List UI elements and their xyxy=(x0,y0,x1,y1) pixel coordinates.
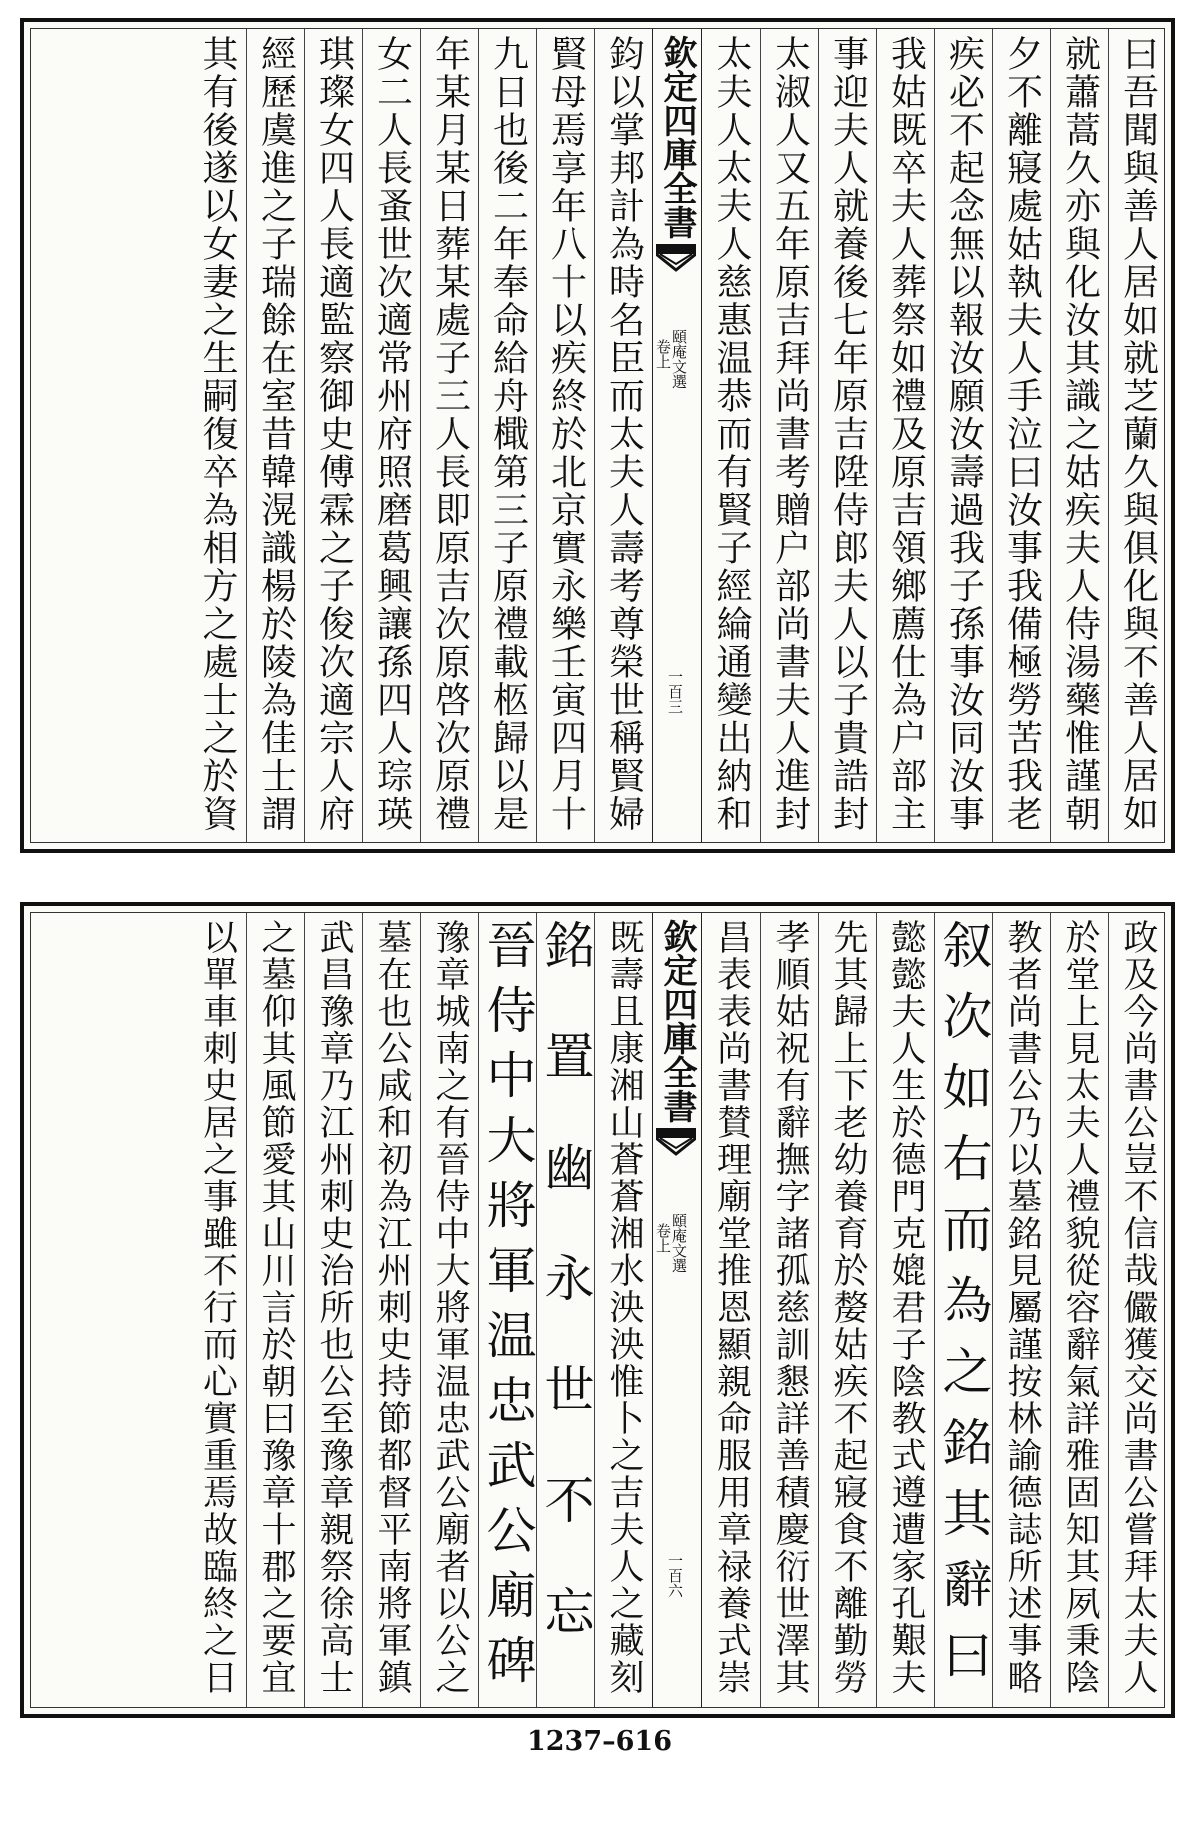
text-column xyxy=(876,29,934,842)
column-text: 鈞以掌邦計為時名臣而太夫人壽考尊榮世稱賢婦 xyxy=(603,35,645,833)
column-text: 就蕭蒿久亦與化汝其識之姑疾夫人侍湯藥惟謹朝 xyxy=(1059,35,1101,833)
text-column xyxy=(246,29,304,842)
volume-label: 卷上 xyxy=(654,339,672,369)
text-column xyxy=(594,913,652,1707)
leaf-number: 一百三 xyxy=(666,669,684,714)
column-text: 賢母焉享年八十以疾終於北京實永樂壬寅四月十 xyxy=(545,35,587,833)
column-text: 疾必不起念無以報汝願汝壽過我子孫事汝同汝事 xyxy=(943,35,985,833)
column-text: 既壽且康湘山蒼蒼湘水泱泱惟卜之吉夫人之藏刻 xyxy=(604,919,644,1696)
top-page-columns xyxy=(31,29,1164,842)
column-text: 我姑既卒夫人葬祭如禮及原吉領鄉薦仕為户部主 xyxy=(885,35,927,833)
text-column xyxy=(702,913,760,1707)
column-text: 其有後遂以女妻之生嗣復卒為相方之處士之於資 xyxy=(197,35,238,833)
text-column xyxy=(702,29,760,842)
column-text: 太夫人太夫人慈惠温恭而有賢子經綸通變出納和 xyxy=(711,35,752,833)
fishtail-mark-icon xyxy=(656,244,696,278)
text-column xyxy=(478,29,536,842)
column-text: 於堂上見太夫人禮貌從容辭氣詳雅固知其夙秉陰 xyxy=(1060,919,1100,1696)
text-column xyxy=(594,29,652,842)
column-text: 夕不離寢處姑執夫人手泣曰汝事我備極勞苦我老 xyxy=(1001,35,1043,833)
text-column xyxy=(362,913,420,1707)
column-text: 年某月某日葬某處子三人長即原吉次原啓次原禮 xyxy=(429,35,471,833)
text-column xyxy=(246,913,304,1707)
column-text: 太淑人又五年原吉拜尚書考贈户部尚書夫人進封 xyxy=(769,35,811,833)
column-text: 武昌豫章乃江州刺史治所也公至豫章親祭徐高士 xyxy=(314,919,354,1696)
text-column xyxy=(1050,913,1108,1707)
bottom-page-columns xyxy=(31,913,1164,1707)
column-text: 九日也後二年奉命給舟檝第三子原禮載柩歸以是 xyxy=(487,35,529,833)
text-column xyxy=(818,913,876,1707)
column-text: 叙次如右而為之銘其辭曰 xyxy=(934,919,992,1700)
text-column xyxy=(1108,29,1166,842)
text-column xyxy=(760,29,818,842)
text-column xyxy=(992,29,1050,842)
text-column xyxy=(304,913,362,1707)
book-title: 欽定四庫全書 xyxy=(657,919,697,1123)
column-text: 以單車刺史居之事雖不行而心實重焉故臨終之日 xyxy=(197,919,238,1696)
column-text: 之墓仰其風節愛其山川言於朝曰豫章十郡之要宜 xyxy=(256,919,296,1696)
text-column xyxy=(1050,29,1108,842)
text-column xyxy=(876,913,934,1707)
volume-label: 卷上 xyxy=(654,1223,672,1253)
top-page xyxy=(20,18,1175,853)
column-text: 事迎夫人就養後七年原吉陞侍郎夫人以子貴誥封 xyxy=(827,35,869,833)
text-column xyxy=(934,913,992,1707)
column-text: 教者尚書公乃以墓銘見屬謹按林諭德誌所述事略 xyxy=(1002,919,1042,1696)
column-text: 晉侍中大將軍温忠武公廟碑 xyxy=(478,919,536,1699)
leaf-number: 一百六 xyxy=(666,1553,684,1598)
column-text: 豫章城南之有晉侍中大將軍温忠武公廟者以公之 xyxy=(430,919,470,1696)
text-column xyxy=(420,913,478,1707)
top-page-frame xyxy=(30,28,1165,843)
column-text: 女二人長蚤世次適常州府照磨葛興讓孫四人琮瑛 xyxy=(371,35,413,833)
text-column xyxy=(420,29,478,842)
work-title: 頤庵文選 xyxy=(670,1213,688,1273)
column-text: 曰吾聞與善人居如就芝蘭久與俱化與不善人居如 xyxy=(1117,35,1159,833)
text-column xyxy=(1108,913,1166,1707)
work-title: 頤庵文選 xyxy=(670,329,688,389)
text-column xyxy=(934,29,992,842)
text-column xyxy=(188,913,246,1707)
text-column xyxy=(818,29,876,842)
fishtail-mark-icon xyxy=(656,1128,696,1162)
text-column xyxy=(536,29,594,842)
column-text: 懿懿夫人生於德門克媲君子陰教式遵遭家孔艱夫 xyxy=(886,919,926,1696)
column-text: 銘置幽永世不忘 xyxy=(536,919,594,1696)
column-text: 昌表表尚書賛理廟堂推恩顯親命服用章禄養式崇 xyxy=(711,919,752,1696)
text-column xyxy=(536,913,594,1707)
top-gutter xyxy=(652,29,702,842)
column-text: 琪璨女四人長適監察御史傅霖之子俊次適宗人府 xyxy=(313,35,355,833)
column-text: 墓在也公咸和初為江州刺史持節都督平南將軍鎮 xyxy=(372,919,412,1696)
text-column xyxy=(760,913,818,1707)
column-text: 孝順姑祝有辭撫字諸孤慈訓懇詳善積慶衍世澤其 xyxy=(770,919,810,1696)
page-number: 1237–616 xyxy=(526,1726,672,1757)
bottom-gutter xyxy=(652,913,702,1707)
bottom-page xyxy=(20,902,1175,1718)
book-title: 欽定四庫全書 xyxy=(657,35,697,239)
text-column xyxy=(992,913,1050,1707)
text-column xyxy=(188,29,246,842)
column-text: 先其歸上下老幼養育於嫠姑疾不起寢食不離勤勞 xyxy=(828,919,868,1696)
column-text: 經歷虞進之子瑞餘在室昔韓滉識楊於陵為佳士謂 xyxy=(255,35,297,833)
column-text: 政及今尚書公豈不信哉儼獲交尚書公嘗拜太夫人 xyxy=(1118,919,1158,1696)
text-column xyxy=(478,913,536,1707)
bottom-page-frame xyxy=(30,912,1165,1708)
text-column xyxy=(304,29,362,842)
text-column xyxy=(362,29,420,842)
